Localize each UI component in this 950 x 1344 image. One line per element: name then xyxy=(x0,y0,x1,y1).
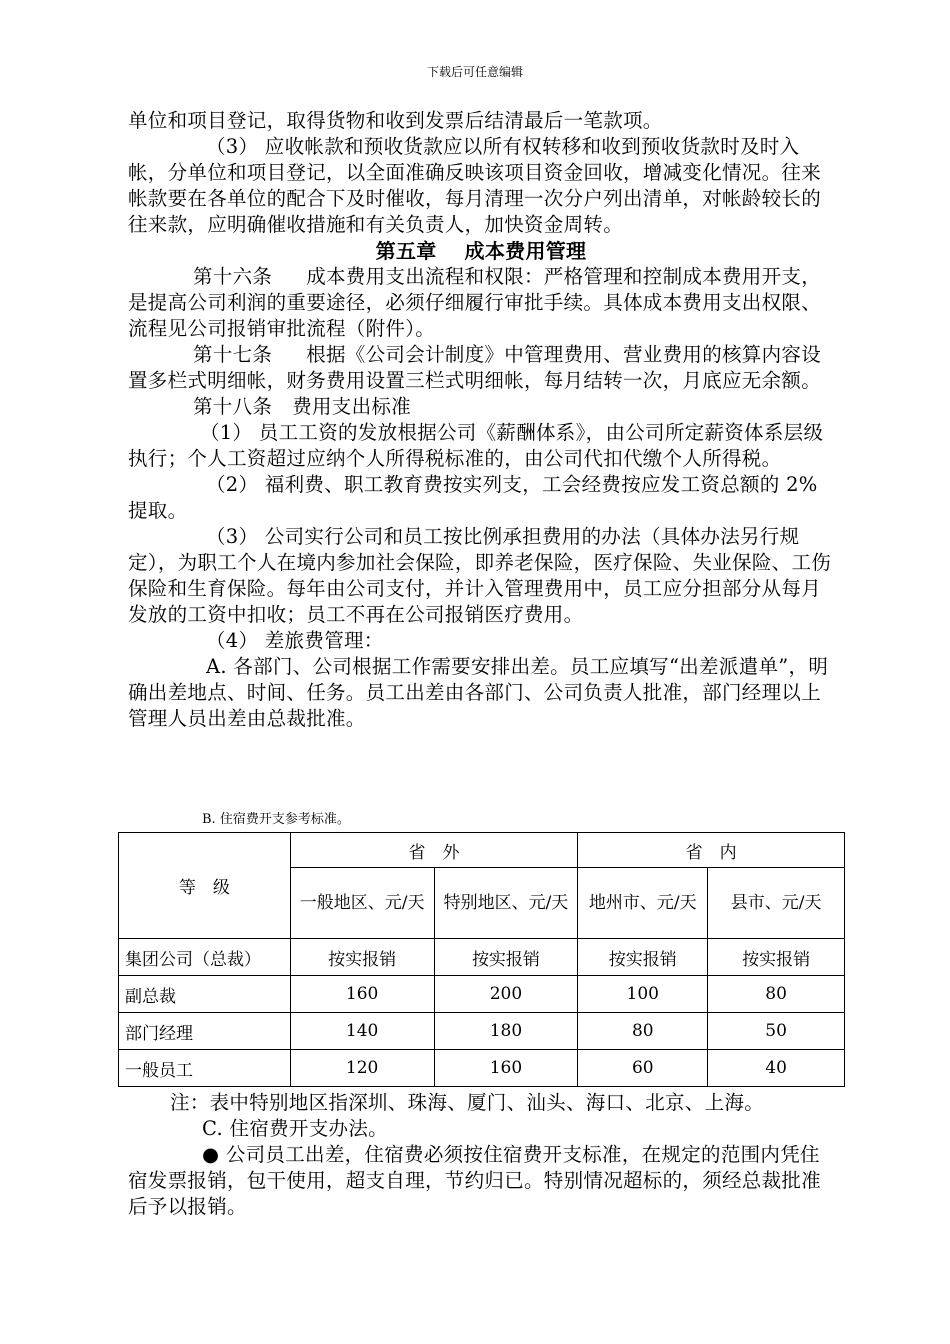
row-value: 160 xyxy=(434,1050,578,1087)
row-grade: 部门经理 xyxy=(119,1013,291,1050)
article-18-label: 第十八条 xyxy=(193,395,273,418)
document-body xyxy=(128,108,834,732)
item-travel-a: A. 各部门、公司根据工作需要安排出差。员工应填写“出差派遣单”，明确出差地点、时间、任务。员工出差由各部门、公司负责人批准，部门经理以上管理人员出差由总裁批准。 xyxy=(128,655,829,730)
row-value: 180 xyxy=(434,1013,578,1050)
table-note: 注：表中特别地区指深圳、珠海、厦门、汕头、海口、北京、上海。 xyxy=(170,1091,765,1114)
table-header-row-1 xyxy=(119,833,845,868)
article-16-text: 成本费用支出流程和权限：严格管理和控制成本费用开支，是提高公司利润的重要途径，必须仔细履行审批手续。具体成本费用支出权限、流程见公司报销审批流程（附件）。 xyxy=(128,265,822,340)
row-value: 200 xyxy=(434,976,578,1013)
table-row xyxy=(119,1050,845,1087)
row-value: 60 xyxy=(578,1050,708,1087)
row-value: 80 xyxy=(578,1013,708,1050)
row-value: 按实报销 xyxy=(434,939,578,976)
paragraph-receivables: （3） 应收帐款和预收货款应以所有权转移和收到预收货款时及时入帐，分单位和项目登记，以全面准确反映该项目资金回收，增减变化情况。往来帐款要在各单位的配合下及时催收，每月清理一次分户列出清单，对帐龄较长的往来款，应明确催收措施和有关负责人，加快资金周转。 xyxy=(128,135,822,236)
special-area-header: 特别地区、元/天 xyxy=(434,868,578,939)
document-body-continued xyxy=(128,1090,834,1220)
grade-header: 等 级 xyxy=(119,833,291,939)
item-travel: （4） 差旅费管理： xyxy=(206,629,384,652)
table-row xyxy=(119,976,845,1013)
in-province-header: 省 内 xyxy=(578,833,845,868)
bullet-text: 公司员工出差，住宿费必须按住宿费开支标准，在规定的范围内凭住宿发票报销，包干使用，超支自理，节约归已。特别情况超标的，须经总裁批准后予以报销。 xyxy=(128,1143,822,1218)
row-value: 按实报销 xyxy=(708,939,845,976)
row-value: 40 xyxy=(708,1050,845,1087)
paragraph-settlement: 单位和项目登记，取得货物和收到发票后结清最后一笔款项。 xyxy=(128,109,663,132)
item-welfare: （2） 福利费、职工教育费按实列支，工会经费按应发工资总额的 2%提取。 xyxy=(128,473,818,522)
table-row xyxy=(119,939,845,976)
bullet-icon: ● xyxy=(202,1143,220,1166)
article-18-text: 费用支出标准 xyxy=(292,395,412,418)
prefecture-header: 地州市、元/天 xyxy=(578,868,708,939)
row-value: 100 xyxy=(578,976,708,1013)
bullet-paragraph xyxy=(128,1142,834,1220)
row-grade: 副总裁 xyxy=(119,976,291,1013)
article-17-label: 第十七条 xyxy=(193,343,273,366)
article-16-label: 第十六条 xyxy=(193,265,273,288)
row-grade: 集团公司（总裁） xyxy=(119,939,291,976)
chapter-heading xyxy=(128,238,834,264)
table-row xyxy=(119,1013,845,1050)
general-area-header: 一般地区、元/天 xyxy=(290,868,434,939)
county-header: 县市、元/天 xyxy=(708,868,845,939)
item-travel-c: C. 住宿费开支办法。 xyxy=(202,1117,388,1140)
article-17 xyxy=(128,342,834,394)
chapter-number: 第五章 xyxy=(375,239,437,263)
out-province-header: 省 外 xyxy=(290,833,578,868)
row-value: 160 xyxy=(290,976,434,1013)
row-value: 50 xyxy=(708,1013,845,1050)
row-grade: 一般员工 xyxy=(119,1050,291,1087)
row-value: 80 xyxy=(708,976,845,1013)
article-16 xyxy=(128,264,834,342)
row-value: 按实报销 xyxy=(290,939,434,976)
item-insurance: （3） 公司实行公司和员工按比例承担费用的办法（具体办法另行规定），为职工个人在境内参加社会保险，即养老保险，医疗保险、失业保险、工伤保险和生育保险。每年由公司支付，并计入管理费用中，员工应分担部分从每月发放的工资中扣收；员工不再在公司报销医疗费用。 xyxy=(128,525,832,626)
row-value: 120 xyxy=(290,1050,434,1087)
lodging-rate-table xyxy=(118,832,845,1087)
page-header: 下载后可任意编辑 xyxy=(426,65,523,79)
row-value: 按实报销 xyxy=(578,939,708,976)
row-value: 140 xyxy=(290,1013,434,1050)
item-salary: （1） 员工工资的发放根据公司《薪酬体系》，由公司所定薪资体系层级执行；个人工资超过应纳个人所得税标准的，由公司代扣代缴个人所得税。 xyxy=(128,421,824,470)
article-17-text: 根据《公司会计制度》中管理费用、营业费用的核算内容设置多栏式明细帐，财务费用设置三栏式明细帐，每月结转一次，月底应无余额。 xyxy=(128,343,822,392)
table-caption: B. 住宿费开支参考标准。 xyxy=(202,812,350,827)
article-18 xyxy=(128,394,834,420)
chapter-title: 成本费用管理 xyxy=(464,239,587,263)
